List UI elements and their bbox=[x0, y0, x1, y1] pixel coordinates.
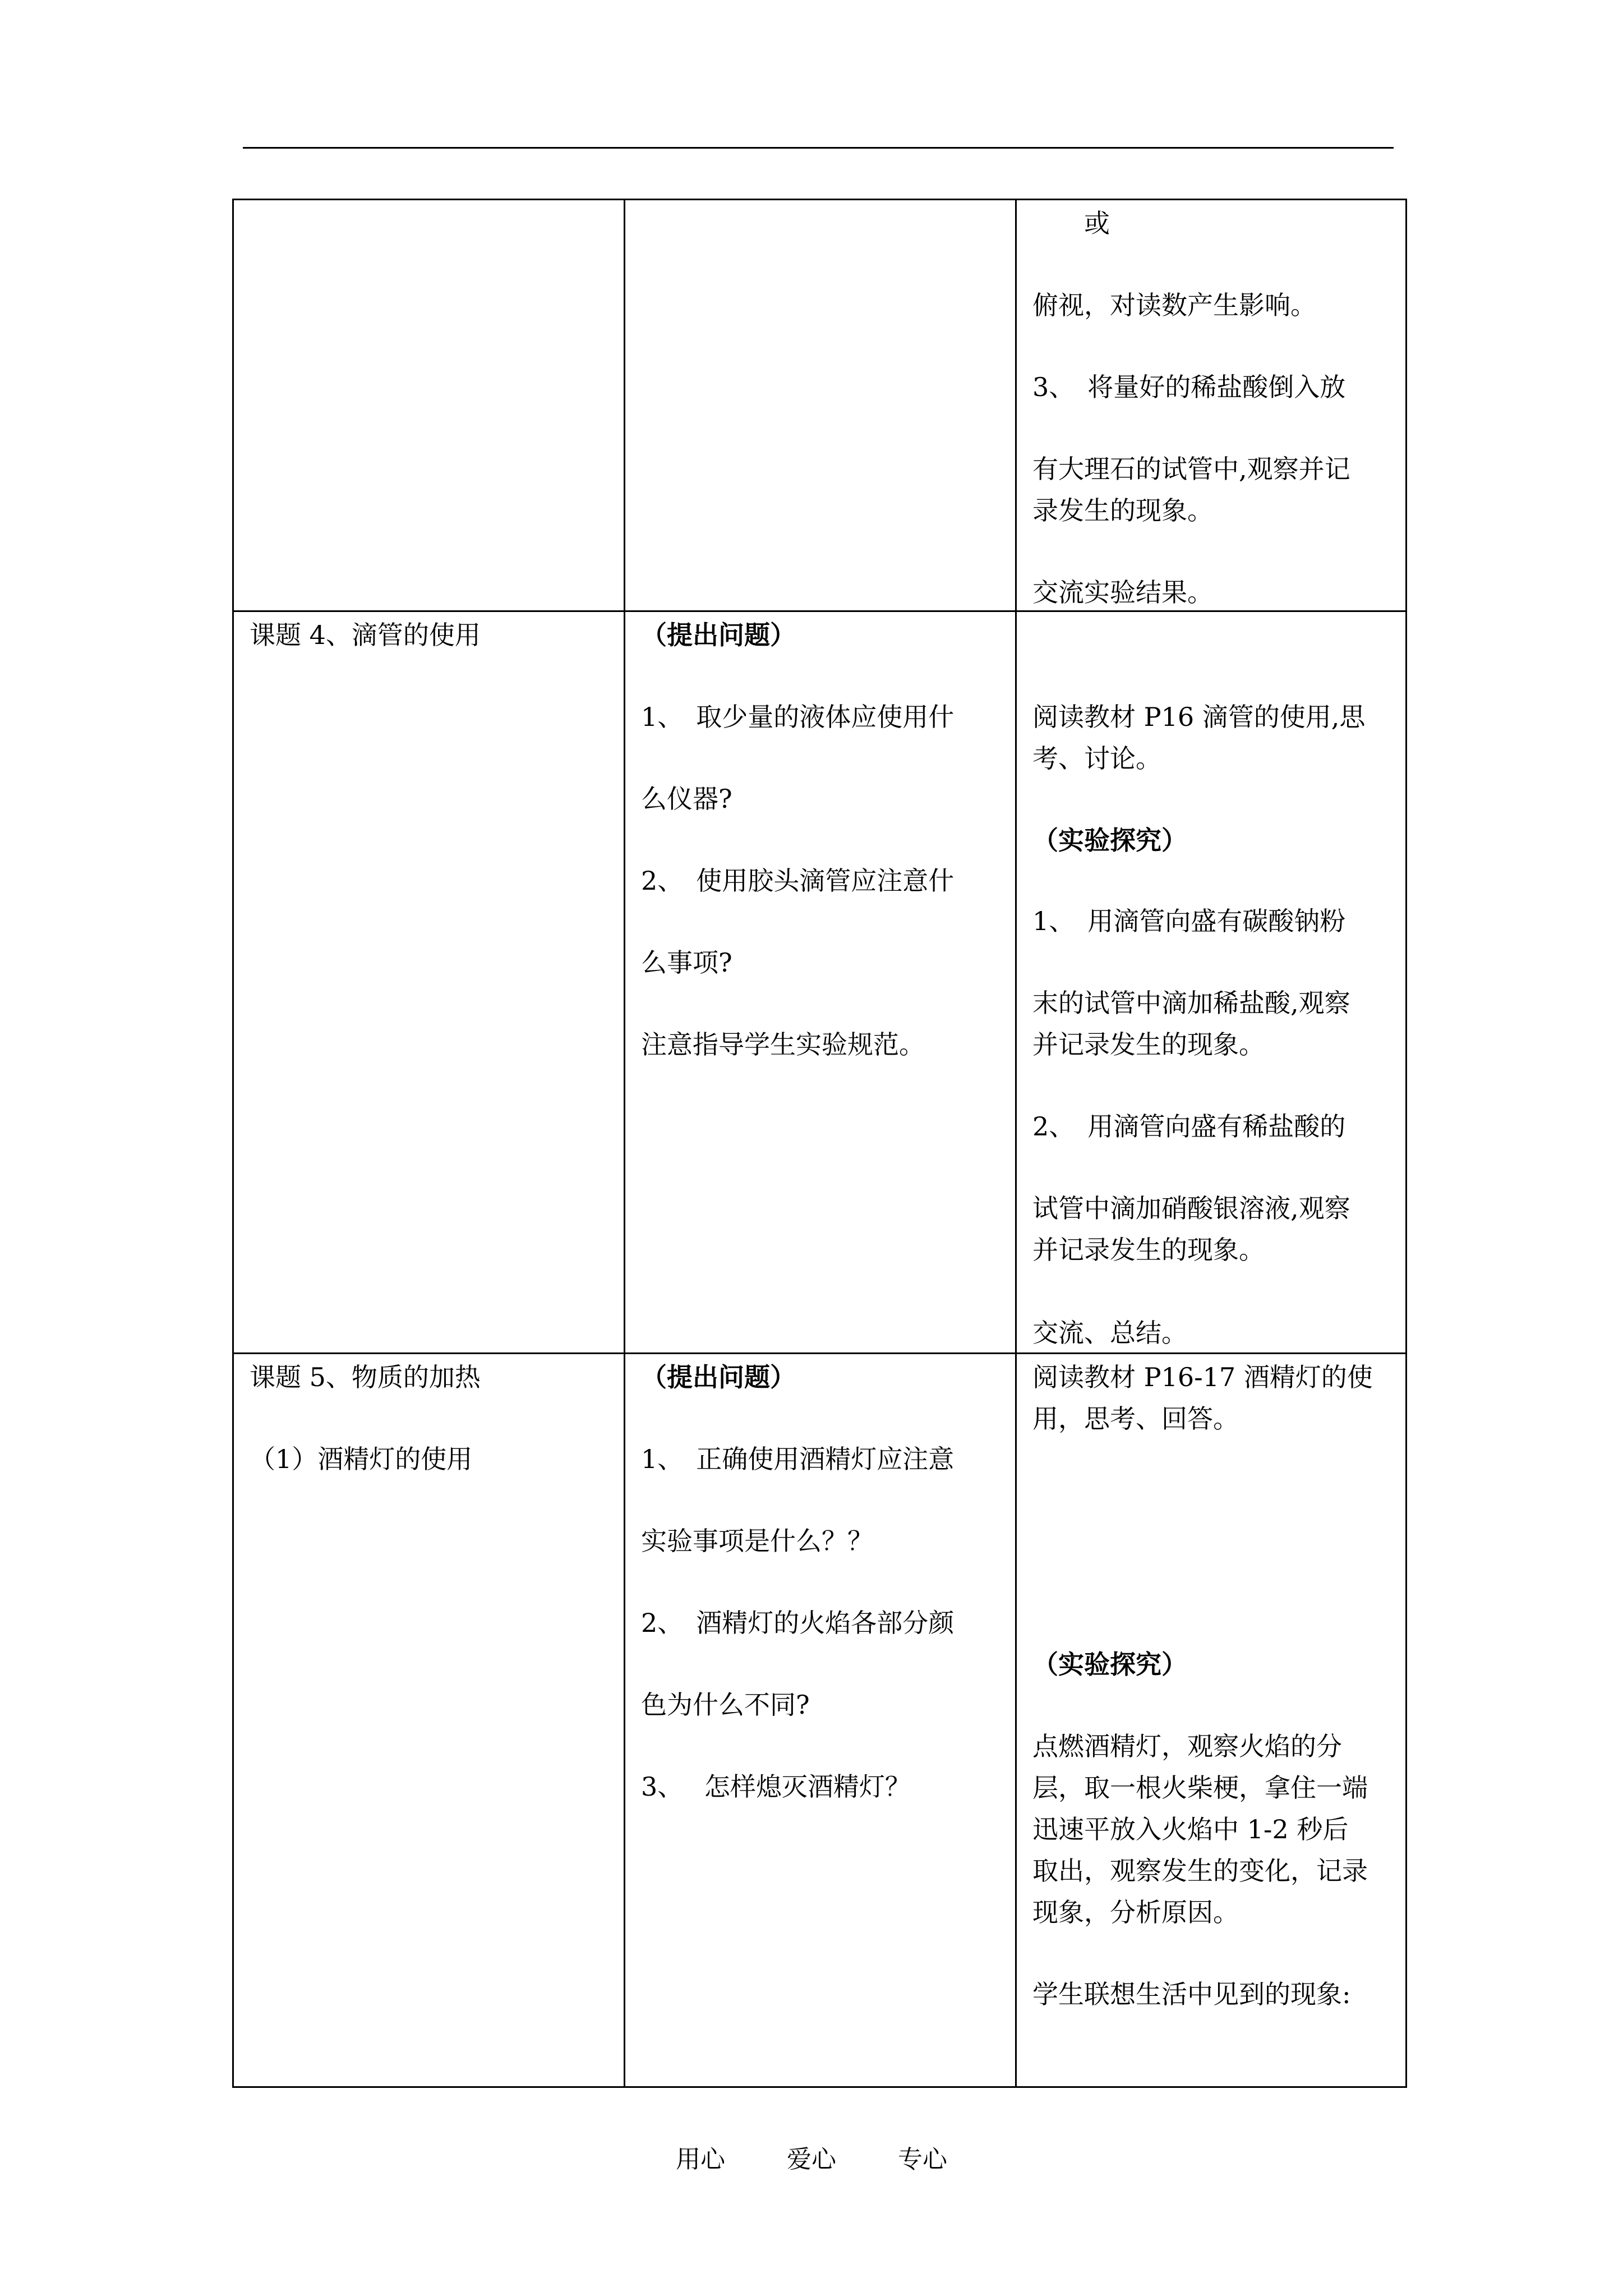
cell-line: （提出问题） bbox=[641, 1362, 796, 1392]
cell-line: 实验事项是什么？？ bbox=[641, 1526, 873, 1556]
cell-line: 并记录发生的现象。 bbox=[1032, 1235, 1265, 1265]
cell-line: 末的试管中滴加稀盐酸,观察 bbox=[1032, 988, 1350, 1018]
cell-line: 2、 使用胶头滴管应注意什 bbox=[641, 866, 955, 896]
footer-item: 用心 bbox=[676, 2145, 725, 2174]
header-rule bbox=[243, 147, 1394, 149]
cell-line: 交流实验结果。 bbox=[1032, 577, 1213, 608]
cell-line: 点燃酒精灯，观察火焰的分 bbox=[1032, 1731, 1342, 1761]
cell-line: 么仪器? bbox=[641, 784, 732, 814]
cell-line: 阅读教材 P16 滴管的使用,思 bbox=[1032, 702, 1366, 732]
cell-line: 2、 酒精灯的火焰各部分颜 bbox=[641, 1608, 955, 1638]
cell-line: 3、 将量好的稀盐酸倒入放 bbox=[1032, 372, 1346, 402]
cell-line: 取出，观察发生的变化，记录 bbox=[1032, 1856, 1368, 1886]
table-cell-topic bbox=[233, 1354, 625, 2087]
table-cell-topic bbox=[233, 200, 625, 611]
cell-line: 学生联想生活中见到的现象: bbox=[1032, 1979, 1351, 2009]
cell-line: （实验探究） bbox=[1032, 1649, 1187, 1680]
table-cell-student bbox=[1016, 1354, 1407, 2087]
cell-line: 阅读教材 P16-17 酒精灯的使 bbox=[1032, 1362, 1373, 1392]
cell-line: 现象，分析原因。 bbox=[1032, 1897, 1239, 1927]
cell-line: 考、讨论。 bbox=[1032, 743, 1161, 774]
cell-line: 用，思考、回答。 bbox=[1032, 1404, 1239, 1434]
cell-line: 注意指导学生实验规范。 bbox=[641, 1029, 925, 1060]
cell-line: 录发生的现象。 bbox=[1032, 495, 1213, 526]
table-cell-teacher bbox=[625, 1354, 1016, 2087]
table-cell-topic bbox=[233, 611, 625, 1354]
table-row bbox=[233, 611, 1407, 1354]
cell-line: 交流、总结。 bbox=[1032, 1318, 1187, 1348]
cell-line: 课题 5、物质的加热 bbox=[250, 1362, 481, 1392]
cell-line: 1、 正确使用酒精灯应注意 bbox=[641, 1444, 955, 1474]
cell-line: 课题 4、滴管的使用 bbox=[250, 620, 481, 650]
footer-item: 专心 bbox=[898, 2145, 947, 2174]
cell-line: 并记录发生的现象。 bbox=[1032, 1029, 1265, 1060]
table-row bbox=[233, 1354, 1407, 2087]
table-row bbox=[233, 200, 1407, 611]
table-cell-teacher bbox=[625, 200, 1016, 611]
cell-line: 2、 用滴管向盛有稀盐酸的 bbox=[1032, 1111, 1346, 1142]
table-cell-student bbox=[1016, 200, 1407, 611]
cell-line: 试管中滴加硝酸银溶液,观察 bbox=[1032, 1193, 1350, 1223]
page-footer bbox=[0, 2143, 1623, 2177]
cell-line: （实验探究） bbox=[1032, 825, 1187, 855]
cell-line: 么事项? bbox=[641, 947, 732, 978]
cell-line: 有大理石的试管中,观察并记 bbox=[1032, 454, 1350, 484]
cell-line: （提出问题） bbox=[641, 620, 796, 650]
cell-line: 或 bbox=[1032, 208, 1110, 238]
table-cell-student bbox=[1016, 611, 1407, 1354]
table-cell-teacher bbox=[625, 611, 1016, 1354]
cell-line: 3、 怎样熄灭酒精灯？ bbox=[641, 1772, 911, 1802]
cell-line: 1、 取少量的液体应使用什 bbox=[641, 702, 955, 732]
cell-line: 俯视，对读数产生影响。 bbox=[1032, 290, 1316, 320]
cell-line: （1）酒精灯的使用 bbox=[250, 1444, 473, 1474]
cell-line: 层，取一根火柴梗，拿住一端 bbox=[1032, 1773, 1368, 1803]
cell-line: 迅速平放入火焰中 1-2 秒后 bbox=[1032, 1814, 1349, 1844]
lesson-table bbox=[232, 199, 1407, 2088]
cell-line: 1、 用滴管向盛有碳酸钠粉 bbox=[1032, 906, 1346, 936]
cell-line: 色为什么不同? bbox=[641, 1690, 810, 1720]
footer-item: 爱心 bbox=[787, 2145, 836, 2174]
